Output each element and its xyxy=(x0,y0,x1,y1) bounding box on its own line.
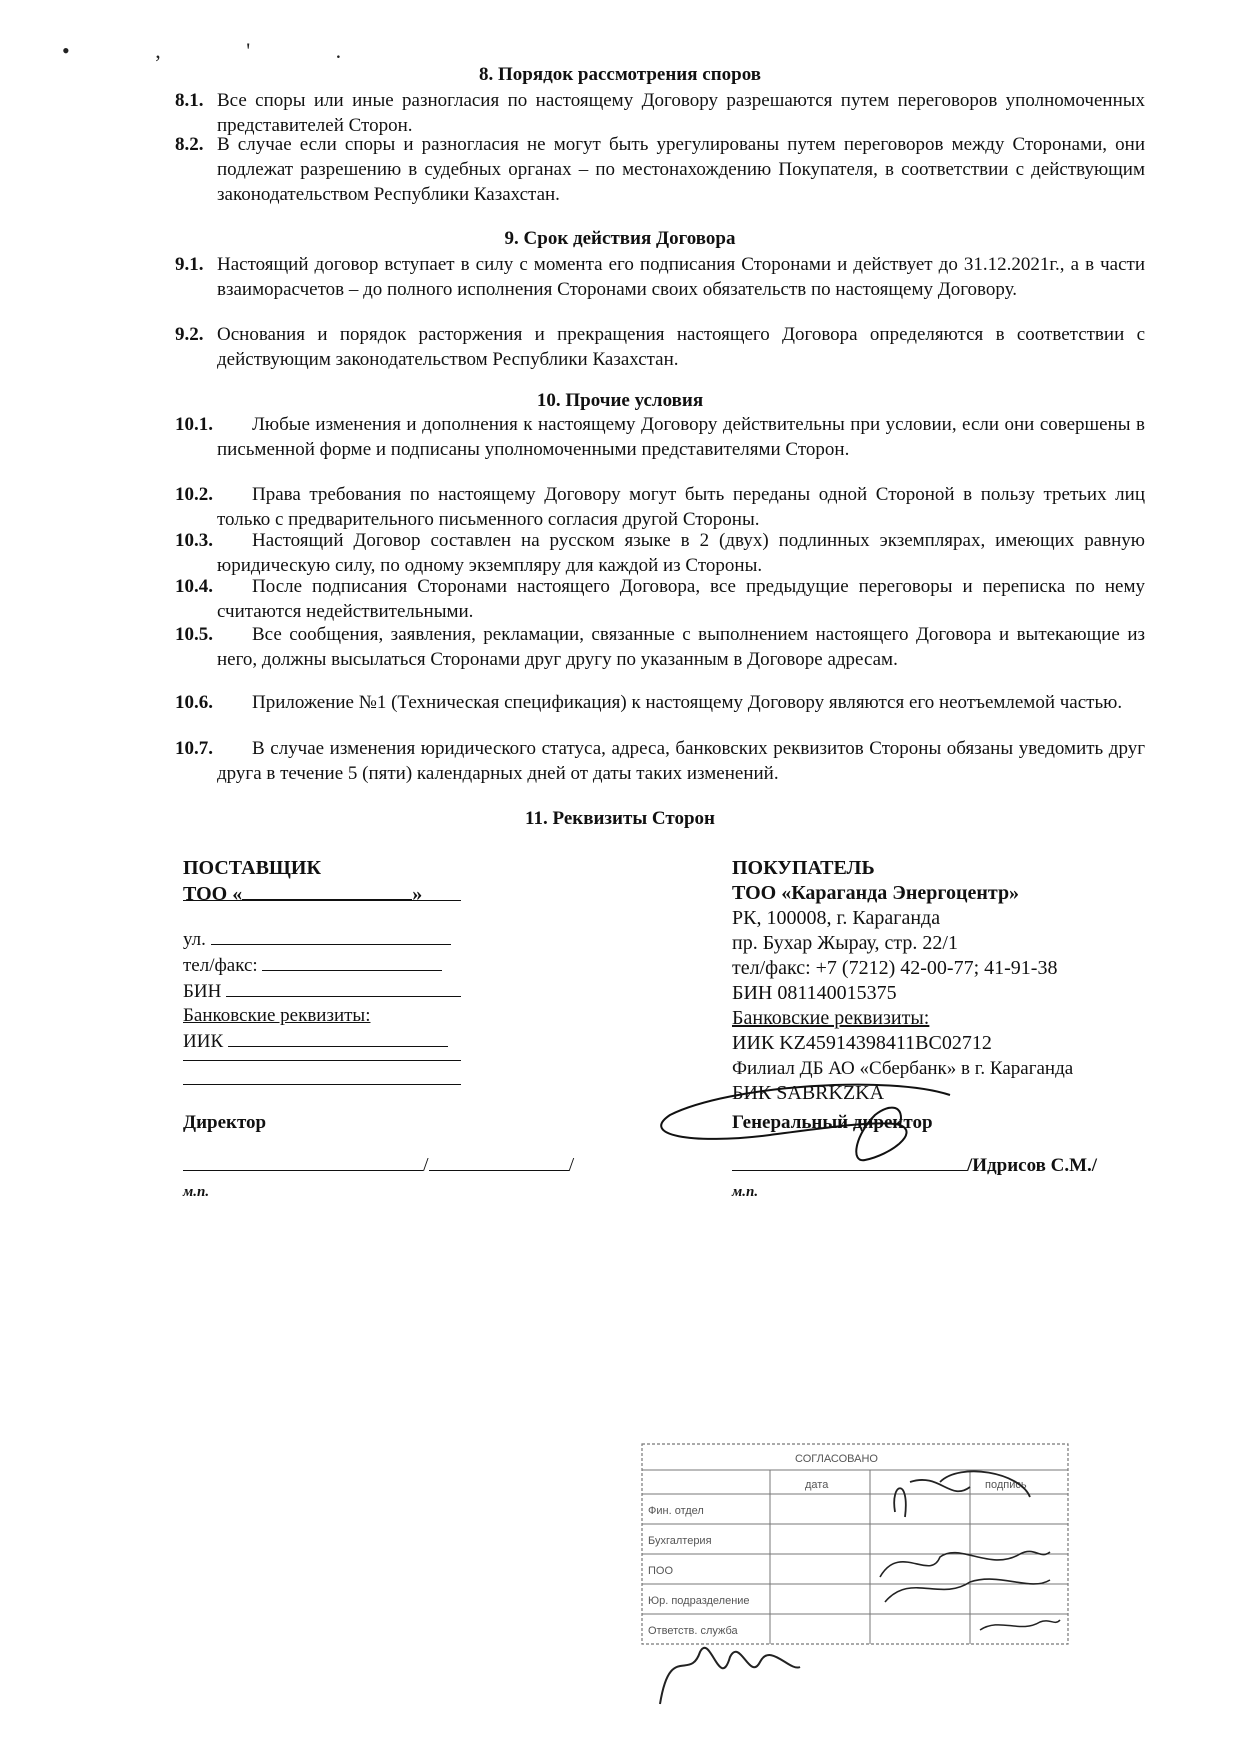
stamp-col-sign: подпись xyxy=(985,1479,1027,1491)
buyer-address-1: РК, 100008, г. Караганда xyxy=(732,907,941,929)
supplier-blank-line xyxy=(183,900,461,901)
clause-10-7 xyxy=(175,736,1145,786)
clause-text: Приложение №1 (Техническая спецификация) к настоящему Договору являются его неотъемлемой частью. xyxy=(252,692,1123,713)
stamp-row: Ответств. служба xyxy=(648,1625,738,1637)
supplier-blank-line xyxy=(183,1084,461,1085)
supplier-bin: БИН xyxy=(183,978,483,1004)
buyer-branch: Филиал ДБ АО «Сбербанк» в г. Караганда xyxy=(732,1058,1074,1079)
buyer-heading: ПОКУПАТЕЛЬ xyxy=(732,857,875,879)
bottom-signature xyxy=(660,1648,800,1704)
clause-text: Все сообщения, заявления, рекламации, связанные с выполнением настоящего Договора и вытекающие из него, должны высылаться Сторонами друг другу по указанным в Договоре адресам. xyxy=(217,624,1145,670)
supplier-heading: ПОСТАВЩИК xyxy=(183,857,321,879)
clause-number: 10.4. xyxy=(175,576,213,597)
buyer-director-label: Генеральный директор xyxy=(732,1112,933,1133)
clause-number: 8.1. xyxy=(175,90,204,111)
stamp-row: Фин. отдел xyxy=(648,1505,704,1517)
stamp-row: Бухгалтерия xyxy=(648,1535,712,1547)
clause-text: В случае если споры и разногласия не могут быть урегулированы путем переговоров между Сторонами, они подлежат разрешению в судебных органах – по местонахождению Покупателя, в соответствии с действующим законодательством Республики Казахстан. xyxy=(217,134,1145,205)
clause-text: Настоящий Договор составлен на русском языке в 2 (двух) подлинных экземплярах, имеющих равную юридическую силу, по одному экземпляру для каждой из Стороны. xyxy=(217,530,1145,576)
section-10-title: 10. Прочие условия xyxy=(536,390,704,411)
clause-9-1 xyxy=(175,252,1145,302)
supplier-company: ТОО « » xyxy=(183,883,423,905)
clause-text: Любые изменения и дополнения к настоящему Договору действительны при условии, если они совершены в письменной форме и подписаны уполномоченными представителями Сторон. xyxy=(217,414,1145,460)
supplier-signature-line: / / xyxy=(183,1152,574,1178)
supplier-blank-line xyxy=(183,1060,461,1061)
clause-10-2 xyxy=(175,482,1145,532)
stamp-row: ПОО xyxy=(648,1565,674,1577)
clause-number: 9.1. xyxy=(175,254,204,275)
stamp-title: СОГЛАСОВАНО xyxy=(795,1453,878,1465)
buyer-stamp-place: м.п. xyxy=(732,1184,759,1200)
clause-8-1 xyxy=(175,88,1145,138)
buyer-bin: БИН 081140015375 xyxy=(732,982,897,1004)
supplier-stamp-place: м.п. xyxy=(183,1184,210,1200)
clause-number: 8.2. xyxy=(175,134,204,155)
supplier-street: ул. xyxy=(183,926,483,952)
clause-text: Основания и порядок расторжения и прекращения настоящего Договора определяются в соответствии с действующим законодательством Республики Казахстан. xyxy=(217,324,1145,370)
clause-10-5 xyxy=(175,622,1145,672)
director-signature xyxy=(650,1075,970,1185)
clause-text: В случае изменения юридического статуса, адреса, банковских реквизитов Стороны обязаны уведомить друг друга в течение 5 (пяти) календарных дней от даты таких изменений. xyxy=(217,738,1145,784)
clause-number: 10.5. xyxy=(175,624,213,645)
clause-text: Настоящий договор вступает в силу с момента его подписания Сторонами и действует до 31.12.2021г., а в части взаиморасчетов – до полного исполнения Сторонами своих обязательств по настоящему Договору. xyxy=(217,254,1145,300)
clause-number: 9.2. xyxy=(175,324,204,345)
supplier-iik: ИИК xyxy=(183,1028,483,1054)
clause-number: 10.7. xyxy=(175,738,213,759)
clause-10-6 xyxy=(175,690,1145,715)
approval-stamp xyxy=(640,1442,1070,1712)
stamp-col-date: дата xyxy=(805,1479,829,1491)
supplier-details xyxy=(183,926,483,1054)
scan-marks: • , ' . xyxy=(62,38,382,63)
buyer-company: ТОО «Караганда Энергоцентр» xyxy=(732,882,1020,904)
clause-8-2 xyxy=(175,132,1145,207)
clause-number: 10.3. xyxy=(175,530,213,551)
section-9-title: 9. Срок действия Договора xyxy=(504,228,736,249)
clause-10-1 xyxy=(175,412,1145,462)
buyer-iik: ИИК KZ45914398411BC02712 xyxy=(732,1032,992,1054)
buyer-block xyxy=(732,856,1172,1106)
clause-text: После подписания Сторонами настоящего Договора, все предыдущие переговоры и переписка по нему считаются недействительными. xyxy=(217,576,1145,622)
approval-signature xyxy=(980,1620,1060,1630)
clause-10-4 xyxy=(175,574,1145,624)
clause-number: 10.6. xyxy=(175,692,213,713)
buyer-signature-line: /Идрисов С.М./ xyxy=(732,1152,1097,1178)
buyer-phone: тел/факс: +7 (7212) 42-00-77; 41-91-38 xyxy=(732,957,1058,979)
stamp-row: Юр. подразделение xyxy=(648,1595,750,1607)
buyer-address-2: пр. Бухар Жырау, стр. 22/1 xyxy=(732,932,958,954)
clause-10-3 xyxy=(175,528,1145,578)
buyer-bik: БИК SABRKZKA xyxy=(732,1082,885,1104)
clause-text: Права требования по настоящему Договору могут быть переданы одной Стороной в пользу третьих лиц только с предварительного письменного согласия другой Стороны. xyxy=(217,484,1145,530)
buyer-bank-label: Банковские реквизиты: xyxy=(732,1007,930,1029)
clause-number: 10.2. xyxy=(175,484,213,505)
section-11-title: 11. Реквизиты Сторон xyxy=(525,808,715,829)
supplier-bank-label: Банковские реквизиты: xyxy=(183,1005,371,1026)
clause-number: 10.1. xyxy=(175,414,213,435)
supplier-director-label: Директор xyxy=(183,1112,267,1133)
clause-text: Все споры или иные разногласия по настоящему Договору разрешаются путем переговоров уполномоченных представителей Сторон. xyxy=(217,90,1145,136)
approval-signature xyxy=(880,1551,1050,1602)
supplier-phone: тел/факс: xyxy=(183,952,483,978)
section-8-title: 8. Порядок рассмотрения споров xyxy=(478,64,762,85)
clause-9-2 xyxy=(175,322,1145,372)
